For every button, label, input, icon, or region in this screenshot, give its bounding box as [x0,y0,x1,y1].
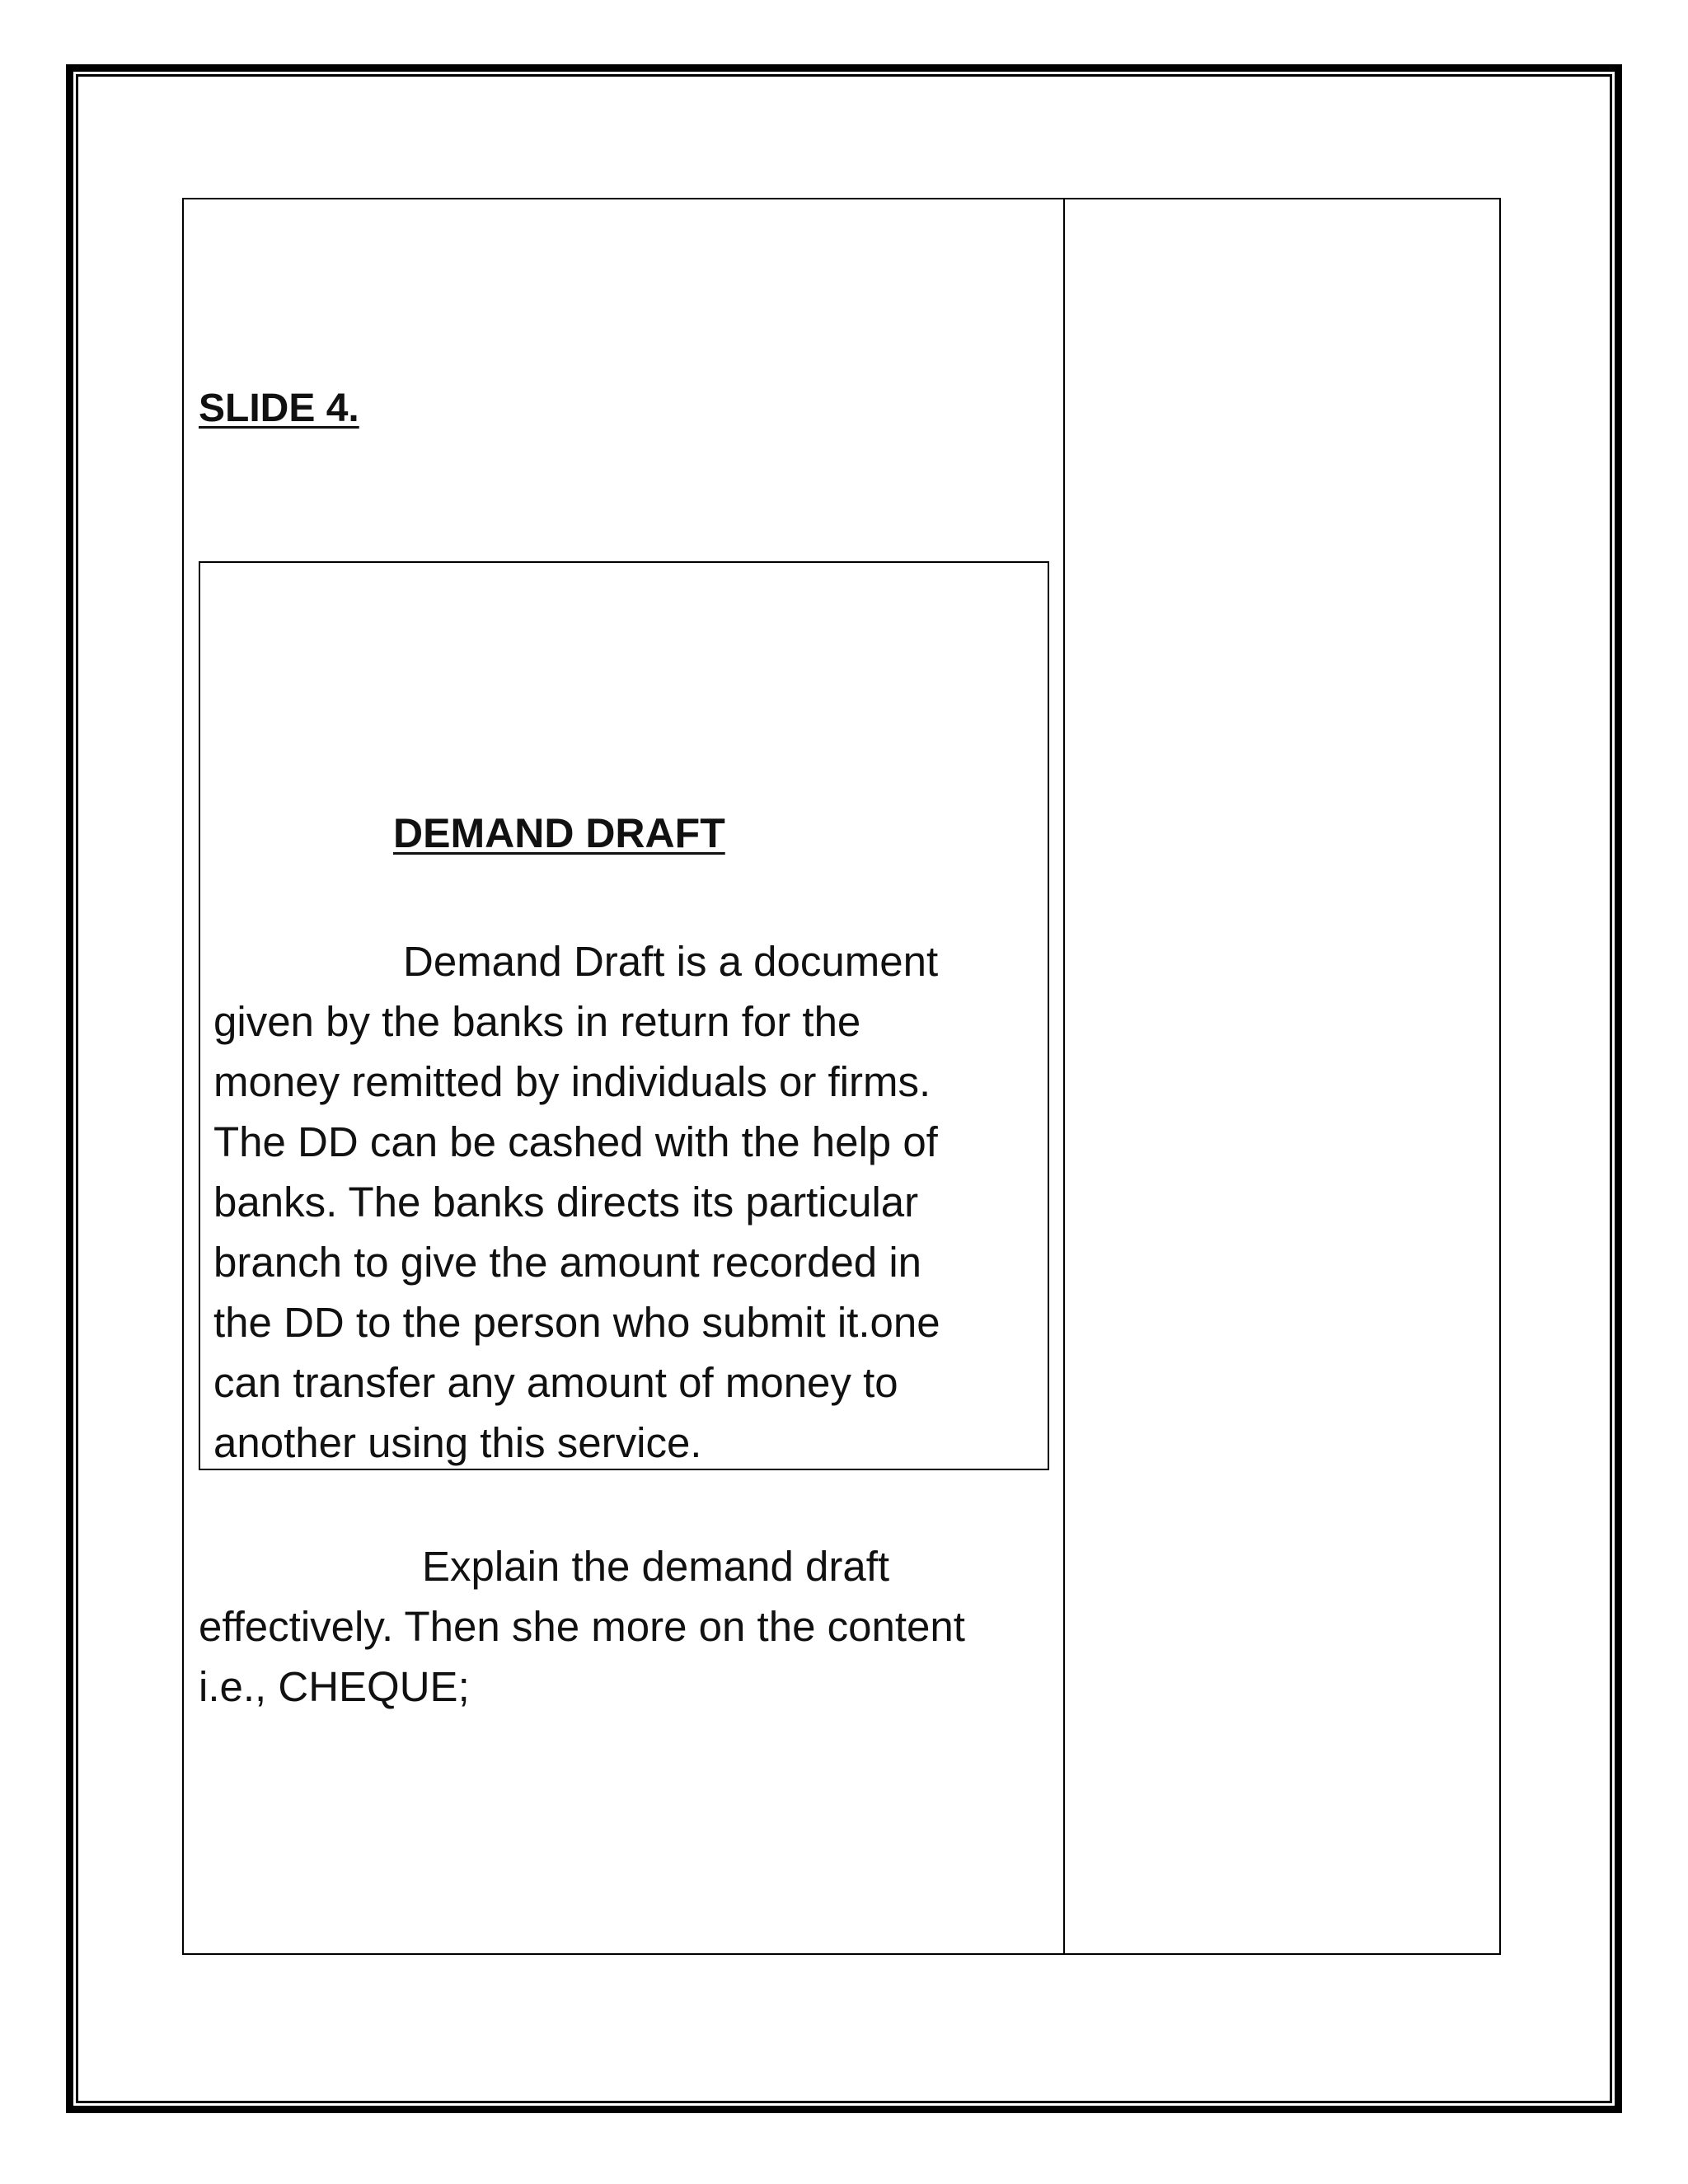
table-right-cell-empty [1065,199,1499,1953]
box-paragraph-line: money remitted by individuals or firms. [213,1058,931,1105]
box-paragraph-line: Demand Draft is a document [403,938,939,985]
box-paragraph-line: banks. The banks directs its particular [213,1179,919,1226]
slide-label: SLIDE 4. [199,387,359,430]
box-paragraph-line: given by the banks in return for the [213,998,861,1045]
note-line: effectively. Then she more on the content [199,1603,965,1650]
box-paragraph-line: The DD can be cashed with the help of [213,1118,938,1165]
note-line: Explain the demand draft [422,1543,890,1590]
box-paragraph-line: another using this service. [213,1419,702,1466]
box-paragraph-line: branch to give the amount recorded in [213,1239,922,1286]
box-paragraph-line: the DD to the person who submit it.one [213,1299,940,1346]
box-paragraph-line: can transfer any amount of money to [213,1359,898,1406]
note-line: i.e., CHEQUE; [199,1663,470,1710]
box-title: DEMAND DRAFT [393,810,725,856]
